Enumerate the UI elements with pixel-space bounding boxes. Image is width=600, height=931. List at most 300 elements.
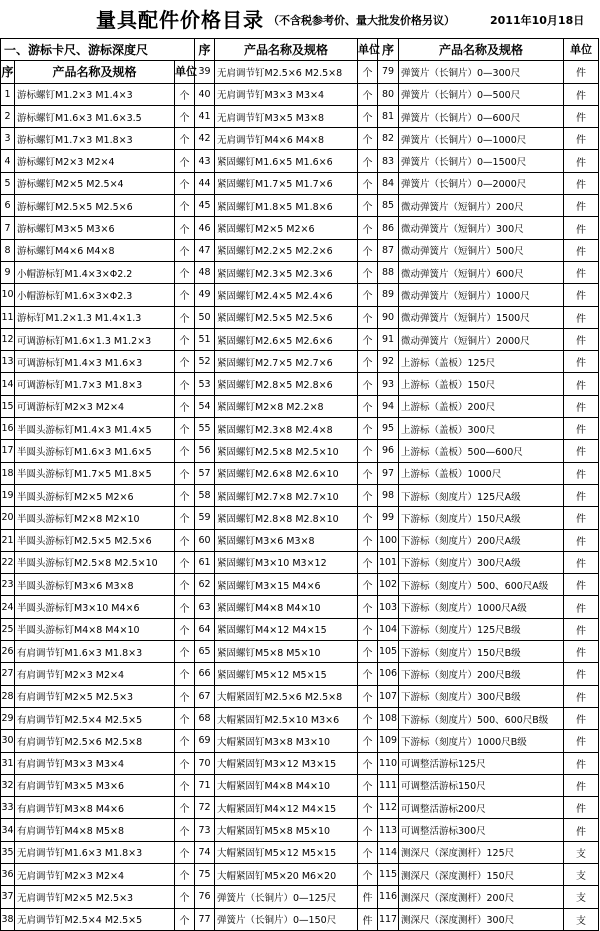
item-unit: 件 [564, 440, 599, 462]
col3-header-name: 产品名称及规格 [399, 39, 564, 61]
item-number: 6 [1, 195, 15, 217]
item-name: 紧固螺钉M5×12 M5×15 [215, 663, 358, 685]
item-number: 44 [195, 172, 215, 194]
item-number: 101 [378, 551, 399, 573]
item-name: 测深尺（深度测杆）125尺 [399, 841, 564, 863]
item-name: 上游标（盖板）125尺 [399, 351, 564, 373]
item-number: 47 [195, 239, 215, 261]
item-number: 24 [1, 596, 15, 618]
item-unit: 个 [175, 373, 195, 395]
item-number: 115 [378, 863, 399, 885]
item-number: 70 [195, 752, 215, 774]
item-unit: 件 [564, 261, 599, 283]
item-unit: 件 [358, 886, 378, 908]
item-unit: 个 [175, 395, 195, 417]
item-number: 51 [195, 328, 215, 350]
page-subtitle: （不含税参考价、量大批发价格另议） [268, 14, 455, 27]
col1-header-unit: 单位 [175, 61, 195, 83]
item-number: 84 [378, 172, 399, 194]
item-name: 无肩调节钉M2.5×6 M2.5×8 [215, 61, 358, 83]
item-unit: 个 [175, 306, 195, 328]
table-row [1, 863, 599, 885]
page-title: 量具配件价格目录 [96, 8, 264, 32]
item-number: 46 [195, 217, 215, 239]
item-unit: 个 [175, 551, 195, 573]
table-row [1, 172, 599, 194]
item-unit: 个 [175, 507, 195, 529]
item-unit: 个 [358, 707, 378, 729]
item-name: 半圆头游标钉M2.5×8 M2.5×10 [15, 551, 175, 573]
item-unit: 个 [175, 529, 195, 551]
item-number: 76 [195, 886, 215, 908]
item-name: 有肩调节钉M3×3 M3×4 [15, 752, 175, 774]
table-row [1, 195, 599, 217]
item-unit: 个 [358, 574, 378, 596]
item-unit: 件 [564, 306, 599, 328]
item-unit: 个 [358, 551, 378, 573]
item-name: 紧固螺钉M2.2×5 M2.2×6 [215, 239, 358, 261]
item-number: 22 [1, 551, 15, 573]
table-row [1, 797, 599, 819]
item-name: 半圆头游标钉M1.7×5 M1.8×5 [15, 462, 175, 484]
item-number: 57 [195, 462, 215, 484]
item-unit: 个 [175, 707, 195, 729]
item-number: 4 [1, 150, 15, 172]
item-name: 上游标（盖板）200尺 [399, 395, 564, 417]
item-number: 94 [378, 395, 399, 417]
item-number: 10 [1, 284, 15, 306]
item-unit: 个 [358, 529, 378, 551]
price-table-body [1, 39, 599, 931]
page-header [0, 0, 600, 38]
col1-header-seq: 序 [1, 61, 15, 83]
table-row [1, 529, 599, 551]
item-unit: 个 [175, 685, 195, 707]
item-unit: 个 [358, 863, 378, 885]
item-number: 67 [195, 685, 215, 707]
item-name: 弹簧片（长铜片）0—1500尺 [399, 150, 564, 172]
item-unit: 个 [175, 574, 195, 596]
item-number: 97 [378, 462, 399, 484]
item-unit: 个 [358, 797, 378, 819]
table-row [1, 774, 599, 796]
item-name: 弹簧片（长铜片）0—150尺 [215, 908, 358, 930]
item-unit: 个 [358, 284, 378, 306]
item-number: 116 [378, 886, 399, 908]
item-name: 可调游标钉M2×3 M2×4 [15, 395, 175, 417]
item-unit: 个 [358, 351, 378, 373]
item-name: 半圆头游标钉M4×8 M4×10 [15, 618, 175, 640]
item-number: 62 [195, 574, 215, 596]
item-unit: 件 [564, 819, 599, 841]
table-row [1, 395, 599, 417]
item-unit: 个 [358, 150, 378, 172]
item-number: 98 [378, 484, 399, 506]
item-unit: 件 [564, 596, 599, 618]
item-number: 112 [378, 797, 399, 819]
table-row [1, 574, 599, 596]
item-number: 54 [195, 395, 215, 417]
item-number: 99 [378, 507, 399, 529]
page-date: 2011年10月18日 [490, 14, 585, 27]
item-unit: 件 [564, 83, 599, 105]
item-name: 小帽游标钉M1.6×3×Φ2.3 [15, 284, 175, 306]
item-number: 7 [1, 217, 15, 239]
item-name: 有肩调节钉M2.5×4 M2.5×5 [15, 707, 175, 729]
item-unit: 个 [175, 462, 195, 484]
item-number: 30 [1, 730, 15, 752]
item-name: 小帽游标钉M1.4×3×Φ2.2 [15, 261, 175, 283]
item-number: 38 [1, 908, 15, 930]
item-number: 55 [195, 418, 215, 440]
item-unit: 个 [358, 618, 378, 640]
item-name: 下游标（刻度片）125尺A级 [399, 484, 564, 506]
item-unit: 件 [564, 217, 599, 239]
item-name: 紧固螺钉M2.8×8 M2.8×10 [215, 507, 358, 529]
item-unit: 个 [175, 150, 195, 172]
item-name: 微动弹簧片（短铜片）1000尺 [399, 284, 564, 306]
item-unit: 个 [175, 172, 195, 194]
item-number: 75 [195, 863, 215, 885]
item-unit: 支 [564, 863, 599, 885]
item-name: 游标螺钉M2.5×5 M2.5×6 [15, 195, 175, 217]
item-name: 可调整活游标150尺 [399, 774, 564, 796]
item-unit: 个 [358, 306, 378, 328]
item-name: 微动弹簧片（短铜片）500尺 [399, 239, 564, 261]
item-name: 大帽紧固钉M5×8 M5×10 [215, 819, 358, 841]
item-unit: 个 [358, 663, 378, 685]
item-name: 上游标（盖板）150尺 [399, 373, 564, 395]
item-name: 大帽紧固钉M4×8 M4×10 [215, 774, 358, 796]
item-unit: 个 [175, 663, 195, 685]
item-name: 游标螺钉M2×5 M2.5×4 [15, 172, 175, 194]
item-name: 紧固螺钉M4×12 M4×15 [215, 618, 358, 640]
item-unit: 个 [358, 239, 378, 261]
item-name: 无肩调节钉M2.5×4 M2.5×5 [15, 908, 175, 930]
item-number: 33 [1, 797, 15, 819]
table-row [1, 306, 599, 328]
item-unit: 个 [175, 730, 195, 752]
item-unit: 个 [358, 440, 378, 462]
item-unit: 个 [358, 261, 378, 283]
item-number: 82 [378, 128, 399, 150]
item-unit: 件 [564, 574, 599, 596]
item-name: 微动弹簧片（短铜片）1500尺 [399, 306, 564, 328]
item-name: 游标螺钉M4×6 M4×8 [15, 239, 175, 261]
item-name: 紧固螺钉M1.7×5 M1.7×6 [215, 172, 358, 194]
item-name: 游标螺钉M2×3 M2×4 [15, 150, 175, 172]
item-number: 12 [1, 328, 15, 350]
item-name: 测深尺（深度测杆）200尺 [399, 886, 564, 908]
item-unit: 个 [358, 105, 378, 127]
item-name: 测深尺（深度测杆）300尺 [399, 908, 564, 930]
item-unit: 件 [564, 462, 599, 484]
item-name: 下游标（刻度片）1000尺A级 [399, 596, 564, 618]
item-unit: 件 [564, 641, 599, 663]
item-unit: 个 [175, 195, 195, 217]
item-unit: 个 [175, 618, 195, 640]
item-name: 大帽紧固钉M3×8 M3×10 [215, 730, 358, 752]
item-name: 半圆头游标钉M1.6×3 M1.6×5 [15, 440, 175, 462]
item-name: 上游标（盖板）500—600尺 [399, 440, 564, 462]
item-name: 下游标（刻度片）500、600尺B级 [399, 707, 564, 729]
item-number: 15 [1, 395, 15, 417]
item-name: 下游标（刻度片）125尺B级 [399, 618, 564, 640]
table-row [1, 284, 599, 306]
item-name: 大帽紧固钉M2.5×10 M3×6 [215, 707, 358, 729]
item-unit: 件 [564, 328, 599, 350]
item-number: 27 [1, 663, 15, 685]
item-number: 56 [195, 440, 215, 462]
item-unit: 个 [175, 261, 195, 283]
item-unit: 个 [358, 128, 378, 150]
item-number: 23 [1, 574, 15, 596]
item-number: 20 [1, 507, 15, 529]
item-unit: 个 [358, 730, 378, 752]
item-unit: 个 [358, 596, 378, 618]
item-name: 下游标（刻度片）1000尺B级 [399, 730, 564, 752]
item-unit: 个 [175, 841, 195, 863]
item-number: 11 [1, 306, 15, 328]
item-name: 紧固螺钉M2.4×5 M2.4×6 [215, 284, 358, 306]
item-name: 游标螺钉M1.6×3 M1.6×3.5 [15, 105, 175, 127]
item-unit: 个 [175, 128, 195, 150]
item-name: 微动弹簧片（短铜片）200尺 [399, 195, 564, 217]
item-number: 14 [1, 373, 15, 395]
item-unit: 个 [175, 886, 195, 908]
item-name: 无肩调节钉M2×3 M2×4 [15, 863, 175, 885]
item-number: 66 [195, 663, 215, 685]
item-name: 可调整活游标125尺 [399, 752, 564, 774]
item-unit: 件 [564, 61, 599, 83]
item-unit: 个 [358, 462, 378, 484]
item-name: 有肩调节钉M1.6×3 M1.8×3 [15, 641, 175, 663]
item-unit: 件 [564, 150, 599, 172]
item-number: 64 [195, 618, 215, 640]
item-name: 微动弹簧片（短铜片）300尺 [399, 217, 564, 239]
item-unit: 个 [175, 239, 195, 261]
item-number: 53 [195, 373, 215, 395]
item-unit: 件 [564, 663, 599, 685]
item-unit: 个 [358, 61, 378, 83]
item-unit: 支 [564, 886, 599, 908]
item-number: 103 [378, 596, 399, 618]
item-unit: 件 [564, 128, 599, 150]
item-number: 106 [378, 663, 399, 685]
item-unit: 个 [175, 328, 195, 350]
item-number: 113 [378, 819, 399, 841]
item-number: 68 [195, 707, 215, 729]
item-name: 下游标（刻度片）200尺B级 [399, 663, 564, 685]
table-row [1, 440, 599, 462]
item-name: 紧固螺钉M2.5×5 M2.5×6 [215, 306, 358, 328]
item-name: 紧固螺钉M5×8 M5×10 [215, 641, 358, 663]
item-name: 有肩调节钉M2×5 M2.5×3 [15, 685, 175, 707]
item-unit: 件 [564, 551, 599, 573]
item-number: 9 [1, 261, 15, 283]
item-name: 游标钉M1.2×1.3 M1.4×1.3 [15, 306, 175, 328]
item-number: 21 [1, 529, 15, 551]
table-row [1, 663, 599, 685]
item-name: 无肩调节钉M3×5 M3×8 [215, 105, 358, 127]
item-number: 50 [195, 306, 215, 328]
item-name: 大帽紧固钉M5×20 M6×20 [215, 863, 358, 885]
item-name: 可调游标钉M1.4×3 M1.6×3 [15, 351, 175, 373]
item-number: 16 [1, 418, 15, 440]
item-number: 63 [195, 596, 215, 618]
item-unit: 件 [564, 351, 599, 373]
col3-header-seq: 序 [378, 39, 399, 61]
item-number: 104 [378, 618, 399, 640]
item-name: 游标螺钉M3×5 M3×6 [15, 217, 175, 239]
item-unit: 支 [564, 841, 599, 863]
item-name: 紧固螺钉M2.7×8 M2.7×10 [215, 484, 358, 506]
item-unit: 个 [358, 328, 378, 350]
item-number: 40 [195, 83, 215, 105]
item-unit: 个 [175, 863, 195, 885]
item-number: 18 [1, 462, 15, 484]
item-name: 紧固螺钉M2.3×8 M2.4×8 [215, 418, 358, 440]
item-name: 紧固螺钉M1.8×5 M1.8×6 [215, 195, 358, 217]
item-name: 大帽紧固钉M3×12 M3×15 [215, 752, 358, 774]
item-number: 39 [195, 61, 215, 83]
item-name: 微动弹簧片（短铜片）600尺 [399, 261, 564, 283]
item-unit: 个 [175, 908, 195, 930]
item-unit: 个 [175, 641, 195, 663]
item-unit: 件 [564, 529, 599, 551]
item-name: 半圆头游标钉M2×8 M2×10 [15, 507, 175, 529]
item-name: 无肩调节钉M4×6 M4×8 [215, 128, 358, 150]
item-unit: 个 [175, 774, 195, 796]
item-unit: 个 [175, 440, 195, 462]
item-unit: 个 [175, 83, 195, 105]
table-row [1, 328, 599, 350]
item-number: 29 [1, 707, 15, 729]
item-unit: 件 [564, 618, 599, 640]
table-row [1, 150, 599, 172]
table-row [1, 551, 599, 573]
item-unit: 件 [564, 507, 599, 529]
item-number: 37 [1, 886, 15, 908]
item-name: 有肩调节钉M3×5 M3×6 [15, 774, 175, 796]
table-row [1, 373, 599, 395]
item-number: 110 [378, 752, 399, 774]
item-number: 34 [1, 819, 15, 841]
item-number: 52 [195, 351, 215, 373]
item-unit: 件 [564, 395, 599, 417]
item-name: 紧固螺钉M2×5 M2×6 [215, 217, 358, 239]
item-number: 85 [378, 195, 399, 217]
item-number: 87 [378, 239, 399, 261]
item-number: 72 [195, 797, 215, 819]
item-unit: 个 [358, 819, 378, 841]
item-name: 紧固螺钉M1.6×5 M1.6×6 [215, 150, 358, 172]
item-name: 可调整活游标200尺 [399, 797, 564, 819]
item-name: 紧固螺钉M2.5×8 M2.5×10 [215, 440, 358, 462]
item-number: 89 [378, 284, 399, 306]
item-unit: 个 [358, 774, 378, 796]
item-name: 紧固螺钉M2.8×5 M2.8×6 [215, 373, 358, 395]
item-name: 弹簧片（长铜片）0—2000尺 [399, 172, 564, 194]
item-number: 19 [1, 484, 15, 506]
item-unit: 个 [358, 373, 378, 395]
item-name: 上游标（盖板）1000尺 [399, 462, 564, 484]
item-number: 45 [195, 195, 215, 217]
item-unit: 件 [564, 752, 599, 774]
item-number: 83 [378, 150, 399, 172]
item-number: 26 [1, 641, 15, 663]
item-unit: 个 [358, 841, 378, 863]
item-name: 有肩调节钉M2×3 M2×4 [15, 663, 175, 685]
section-title: 一、游标卡尺、游标深度尺 [1, 39, 195, 61]
item-unit: 个 [358, 685, 378, 707]
item-name: 可调游标钉M1.6×1.3 M1.2×3 [15, 328, 175, 350]
item-name: 测深尺（深度测杆）150尺 [399, 863, 564, 885]
item-number: 92 [378, 351, 399, 373]
item-name: 下游标（刻度片）300尺B级 [399, 685, 564, 707]
item-number: 35 [1, 841, 15, 863]
item-name: 弹簧片（长铜片）0—500尺 [399, 83, 564, 105]
table-row [1, 819, 599, 841]
item-unit: 个 [175, 752, 195, 774]
item-name: 紧固螺钉M2.7×5 M2.7×6 [215, 351, 358, 373]
item-unit: 件 [564, 373, 599, 395]
item-name: 紧固螺钉M3×6 M3×8 [215, 529, 358, 551]
item-unit: 件 [564, 797, 599, 819]
item-number: 17 [1, 440, 15, 462]
item-unit: 个 [175, 105, 195, 127]
table-row [1, 462, 599, 484]
table-row [1, 596, 599, 618]
table-row [1, 618, 599, 640]
col2-header-seq: 序 [195, 39, 215, 61]
item-number: 61 [195, 551, 215, 573]
item-number: 36 [1, 863, 15, 885]
item-number: 100 [378, 529, 399, 551]
item-name: 大帽紧固钉M5×12 M5×15 [215, 841, 358, 863]
item-name: 紧固螺钉M2.3×5 M2.3×6 [215, 261, 358, 283]
item-number: 25 [1, 618, 15, 640]
item-unit: 件 [564, 195, 599, 217]
item-number: 3 [1, 128, 15, 150]
item-number: 74 [195, 841, 215, 863]
item-number: 114 [378, 841, 399, 863]
item-name: 无肩调节钉M1.6×3 M1.8×3 [15, 841, 175, 863]
table-row [1, 841, 599, 863]
item-unit: 个 [175, 217, 195, 239]
col2-header-unit: 单位 [358, 39, 378, 61]
item-unit: 个 [358, 507, 378, 529]
item-number: 31 [1, 752, 15, 774]
item-unit: 件 [564, 685, 599, 707]
item-name: 上游标（盖板）300尺 [399, 418, 564, 440]
col2-header-name: 产品名称及规格 [215, 39, 358, 61]
item-unit: 个 [175, 819, 195, 841]
table-row [1, 886, 599, 908]
table-row [1, 641, 599, 663]
item-name: 弹簧片（长铜片）0—125尺 [215, 886, 358, 908]
item-number: 77 [195, 908, 215, 930]
table-row [1, 418, 599, 440]
item-unit: 件 [564, 105, 599, 127]
table-row [1, 239, 599, 261]
item-name: 下游标（刻度片）200尺A级 [399, 529, 564, 551]
item-unit: 个 [175, 596, 195, 618]
item-unit: 个 [358, 641, 378, 663]
table-row [1, 105, 599, 127]
item-number: 5 [1, 172, 15, 194]
item-name: 可调游标钉M1.7×3 M1.8×3 [15, 373, 175, 395]
